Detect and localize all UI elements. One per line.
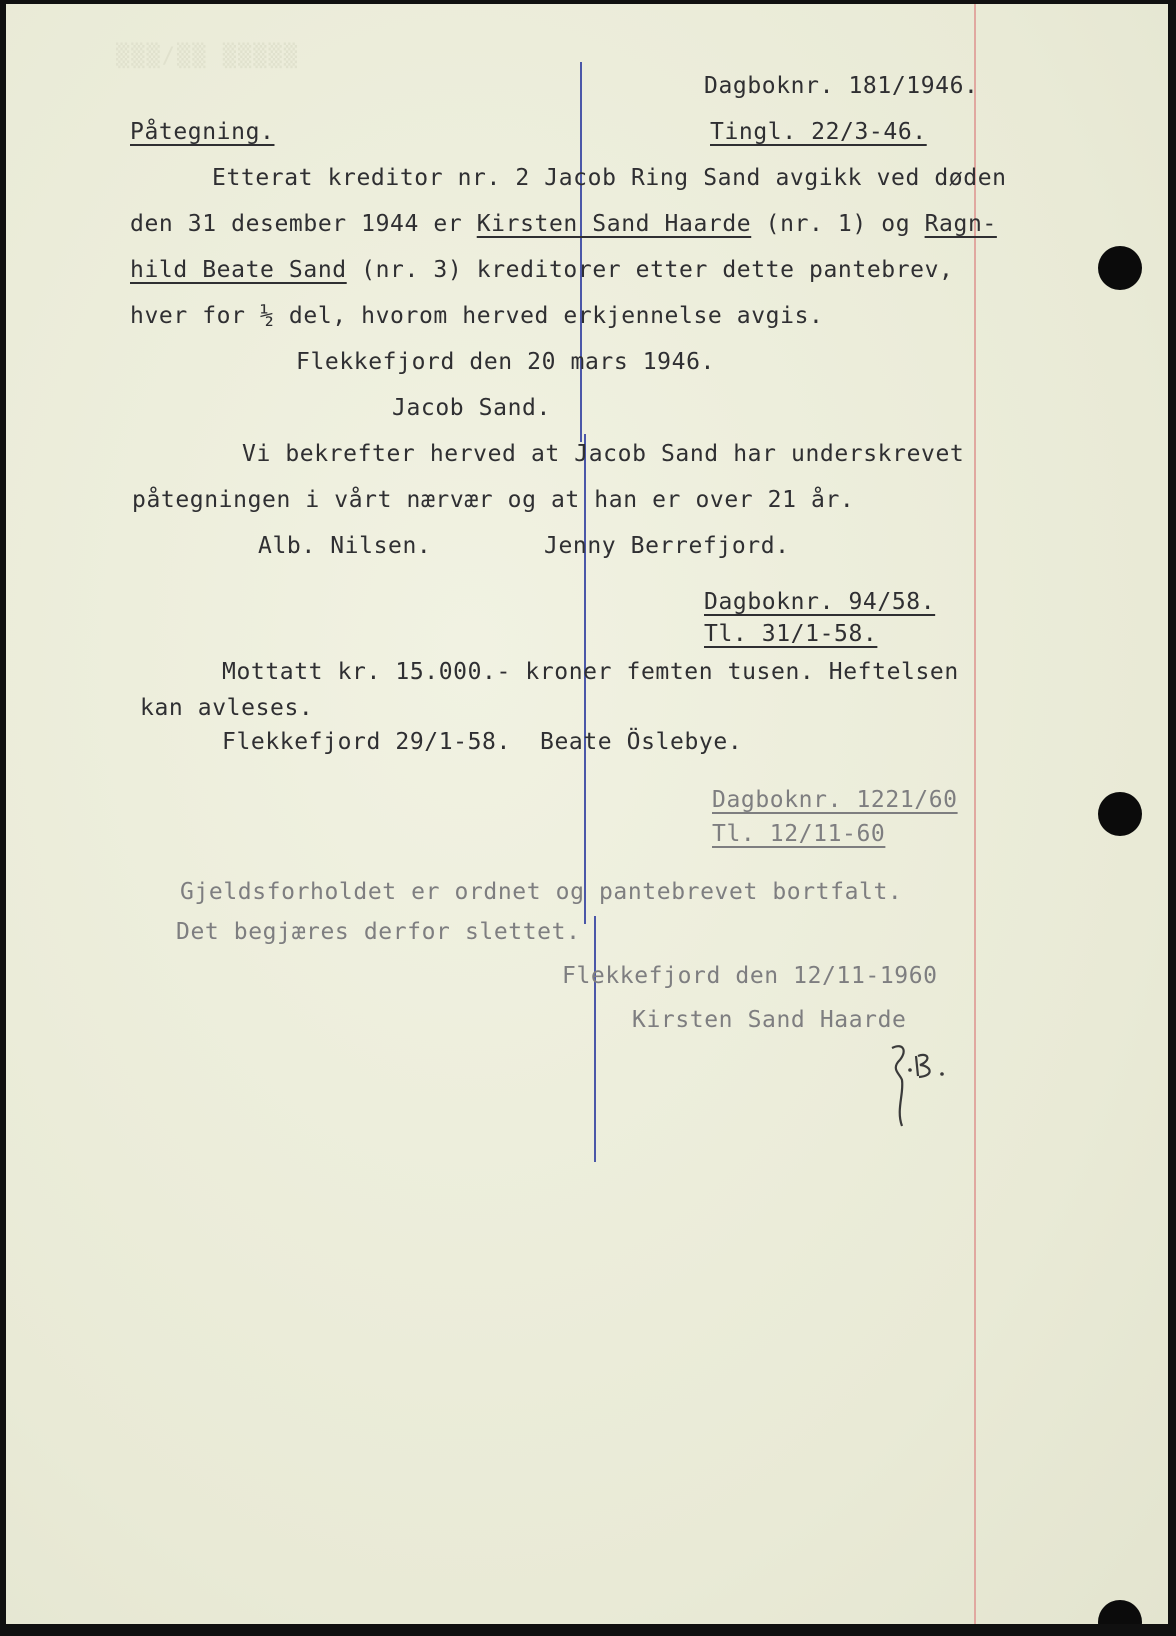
creditor-name: Kirsten Sand Haarde — [476, 211, 752, 237]
place-date: Flekkefjord 29/1-58. — [222, 729, 511, 755]
text-line: Mottatt kr. 15.000.- kroner femten tusen. Heftelsen — [222, 659, 959, 685]
text-line: hver for ½ del, hvorom herved erkjennelse avgis. — [130, 303, 824, 329]
journal-number: Dagboknr. 181/1946. — [704, 73, 979, 99]
place-date: Flekkefjord den 20 mars 1946. — [296, 349, 715, 375]
text-segment: (nr. 1) og — [751, 211, 925, 237]
signature-name: Kirsten Sand Haarde — [632, 1007, 907, 1033]
journal-number: Dagboknr. 94/58. — [704, 589, 936, 615]
initials-stroke — [892, 1046, 904, 1126]
text-segment: den 31 desember 1944 er — [130, 211, 477, 237]
witness-name: Jenny Berrefjord. — [544, 533, 790, 559]
text-segment: (nr. 3) kreditorer etter dette pantebrev, — [346, 257, 954, 283]
initials-dot — [940, 1072, 944, 1076]
registration-date: Tl. 31/1-58. — [704, 621, 878, 647]
document-page — [6, 4, 1168, 1624]
creditor-name: Ragn- — [924, 211, 997, 237]
journal-number: Dagboknr. 1221/60 — [712, 787, 958, 813]
registration-date: Tingl. 22/3-46. — [710, 119, 927, 145]
text-line: Gjeldsforholdet er ordnet og pantebrevet bortfalt. — [180, 879, 903, 905]
witness-name: Alb. Nilsen. — [258, 533, 432, 559]
initials-signature — [882, 1040, 972, 1130]
cancellation-line — [580, 62, 582, 442]
registration-date: Tl. 12/11-60 — [712, 821, 886, 847]
signature-name: Beate Öslebye. — [540, 729, 743, 755]
document-title: Påtegning. — [130, 119, 275, 145]
text-line: Etterat kreditor nr. 2 Jacob Ring Sand avgikk ved døden — [212, 165, 1007, 191]
punch-hole — [1098, 792, 1142, 836]
text-line — [130, 256, 954, 284]
punch-hole — [1098, 1600, 1142, 1624]
initials-dot — [908, 1068, 912, 1072]
punch-hole — [1098, 246, 1142, 290]
text-line — [130, 210, 997, 238]
cancellation-line — [594, 916, 596, 1162]
text-line: Vi bekrefter herved at Jacob Sand har underskrevet — [242, 441, 965, 467]
margin-line — [974, 4, 976, 1624]
text-line: påtegningen i vårt nærvær og at han er over 21 år. — [132, 487, 855, 513]
initials-stroke — [916, 1055, 930, 1077]
bleed-through-text: ▒▒▒/▒▒ ▒▒▒▒▒ — [116, 44, 299, 69]
text-line: kan avleses. — [140, 695, 314, 721]
signature-name: Jacob Sand. — [392, 395, 551, 421]
text-line: Det begjæres derfor slettet. — [176, 919, 581, 945]
creditor-name: hild Beate Sand — [130, 257, 347, 283]
place-date: Flekkefjord den 12/11-1960 — [562, 963, 938, 989]
